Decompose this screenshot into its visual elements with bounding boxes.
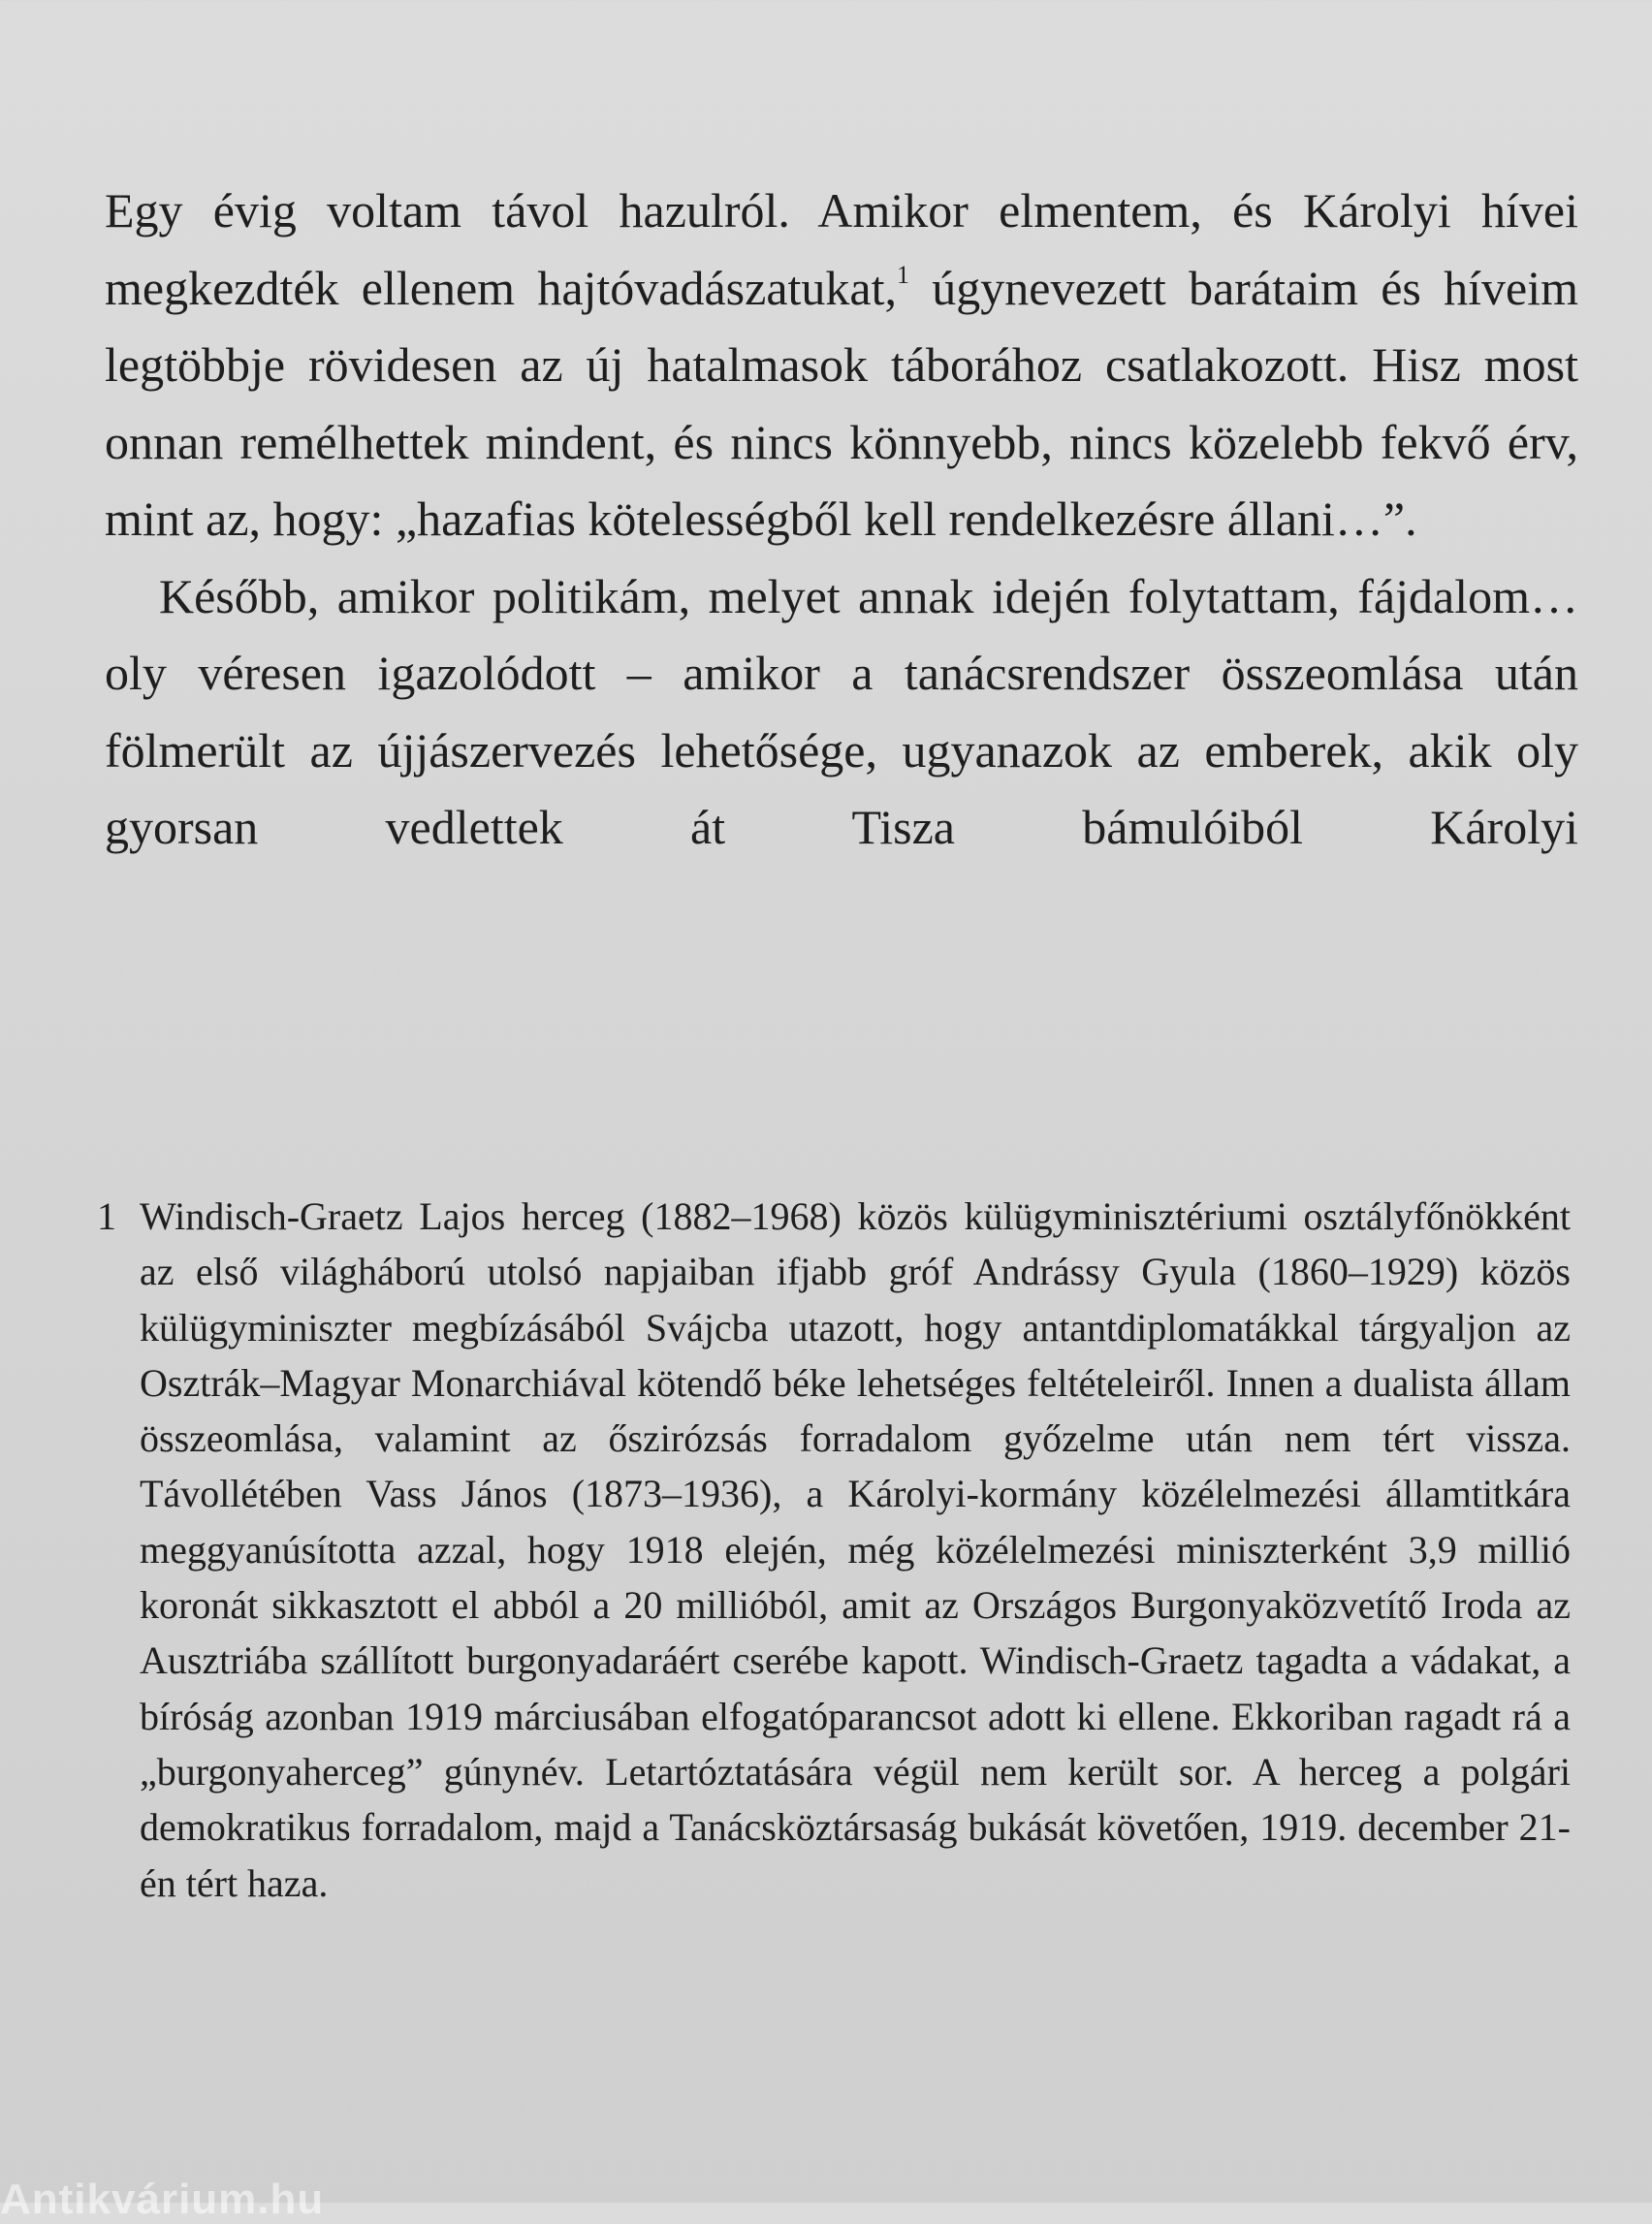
bleed-through-line — [107, 39, 1594, 84]
footnote-reference: 1 — [897, 260, 909, 289]
watermark: Antikvárium.hu — [0, 2176, 325, 2223]
main-text — [105, 173, 1578, 867]
paragraph-1-text-a: Egy évig voltam távol hazulról. Amikor elmentem, és Károlyi hívei megkezdték ellenem hajtóvadászatukat, — [105, 183, 1578, 315]
footnote-text: Windisch-Graetz Lajos herceg (1882–1968) közös külügyminisztériumi osztályfőnökként az első világháború utolsó napjaiban ifjabb gróf Andrássy Gyula (1860–1929) közös külügyminiszter megbízásából Svájcba utazott, hogy antantdiplomatákkal tárgyaljon az Osztrák–Magyar Monarchiával kötendő béke lehetséges feltételeiről. Innen a dualista állam összeomlása, valamint az őszirózsás forradalom győzelme után nem tért vissza. Távollétében Vass János (1873–1936), a Károlyi-kormány közélelmezési államtitkára meggyanúsította azzal, hogy 1918 elején, még közélelmezési miniszterként 3,9 millió koronát sikkasztott el abból a 20 millióból, amit az Országos Burgonyaközvetítő Iroda az Ausztriába szállított burgonyadaráért cserébe kapott. Windisch-Graetz tagadta a vádakat, a bíróság azonban 1919 márciusában elfogatóparancsot adott ki ellene. Ekkoriban ragadt rá a „burgonyaherceg” gúnynév. Letartóztatására végül nem került sor. A herceg a polgári demokratikus forradalom, majd a Tanácsköztársaság bukását követően, 1919. december 21-én tért haza. — [140, 1194, 1571, 1905]
footnote-number: 1 — [97, 1194, 116, 1238]
paragraph-1 — [105, 173, 1578, 558]
paragraph-2: Később, amikor politikám, melyet annak idején folytattam, fájdalom… oly véresen igazolódott – amikor a tanácsrendszer összeomlása után fölmerült az újjászervezés lehetősége, ugyanazok az emberek, akik oly gyorsan vedlettek át Tisza bámulóiból Károlyi — [105, 568, 1578, 854]
paragraph-1-text-b: úgynevezett barátaim és híveim legtöbbje rövidesen az új hatalmasok táborához csatlakozott. Hisz most onnan remélhettek mindent, és nincs könnyebb, nincs közelebb fekvő érv, mint az, hogy: „hazafias kötelességből kell rendelkezésre állani…”. — [105, 260, 1578, 546]
footnote — [97, 1189, 1571, 1911]
